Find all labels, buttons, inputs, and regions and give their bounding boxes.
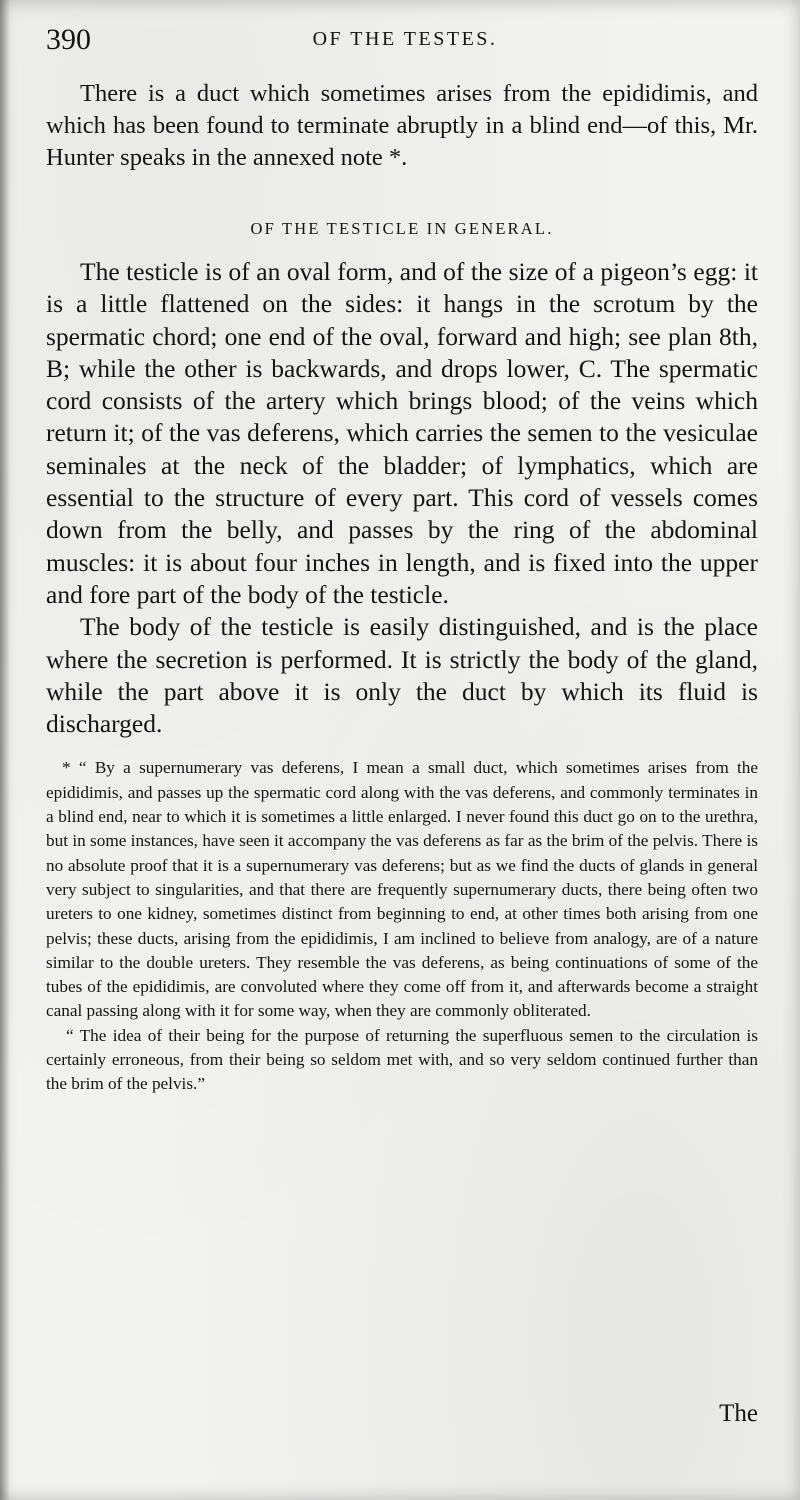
section-paragraph-1: The testicle is of an oval form, and of the size of a pigeon’s egg: it is a little flattened on the sides: it hangs in the scrotum by the spermatic chord; one end of the oval, forward and high; see plan 8th, B; while the other is backwards, and drops lower, C. The spermatic cord consists of the artery which brings blood; of the veins which return it; of the vas deferens, which carries the semen to the vesiculae seminales at the neck of the bladder; of lymphatics, which are essential to the structure of every part. This cord of vessels comes down from the belly, and passes by the ring of the abdominal muscles: it is about four inches in length, and is fixed into the upper and fore part of the body of the testicle.	[46, 257, 758, 609]
running-head: OF THE TESTES.	[312, 28, 498, 50]
page-content	[46, 78, 758, 1097]
page-number: 390	[46, 23, 91, 56]
footnote	[46, 756, 758, 1096]
section-heading: OF THE TESTICLE IN GENERAL.	[250, 219, 554, 238]
intro-paragraph: There is a duct which sometimes arises from the epididimis, and which has been found to terminate abruptly in a blind end—of this, Mr. Hunter speaks in the annexed note *.	[46, 80, 758, 171]
footnote-paragraph-1: * “ By a supernumerary vas deferens, I mean a small duct, which sometimes arises from the epididimis, and passes up the spermatic cord along with the vas deferens, and commonly terminates in a blind end, near to which it is sometimes a little enlarged. I never found this duct go on to the urethra, but in some instances, have seen it accompany the vas deferens as far as the brim of the pelvis. There is no absolute proof that it is a supernumerary vas deferens; but as we find the ducts of glands in general very subject to singularities, and that there are frequently supernumerary ducts, there being often two ureters to one kidney, sometimes distinct from beginning to end, at other times both arising from one pelvis; these ducts, arising from the epididimis, I am inclined to believe from analogy, are of a nature similar to the double ureters. They resemble the vas deferens, as being continuations of some of the tubes of the epididimis, are convoluted where they come off from it, and afterwards become a straight canal passing along with it for some way, when they are commonly obliterated.	[46, 758, 758, 1021]
footnote-paragraph-2: “ The idea of their being for the purpose of returning the superfluous semen to the circulation is certainly erroneous, from their being so seldom met with, and so very seldom continued further than the brim of the pelvis.”	[46, 1025, 758, 1094]
page-gutter-shadow	[0, 0, 10, 1500]
catchword: The	[719, 1400, 758, 1427]
section-paragraph-2: The body of the testicle is easily distinguished, and is the place where the secretion is performed. It is strictly the body of the gland, while the part above it is only the duct by which its fluid is discharged.	[46, 612, 758, 739]
